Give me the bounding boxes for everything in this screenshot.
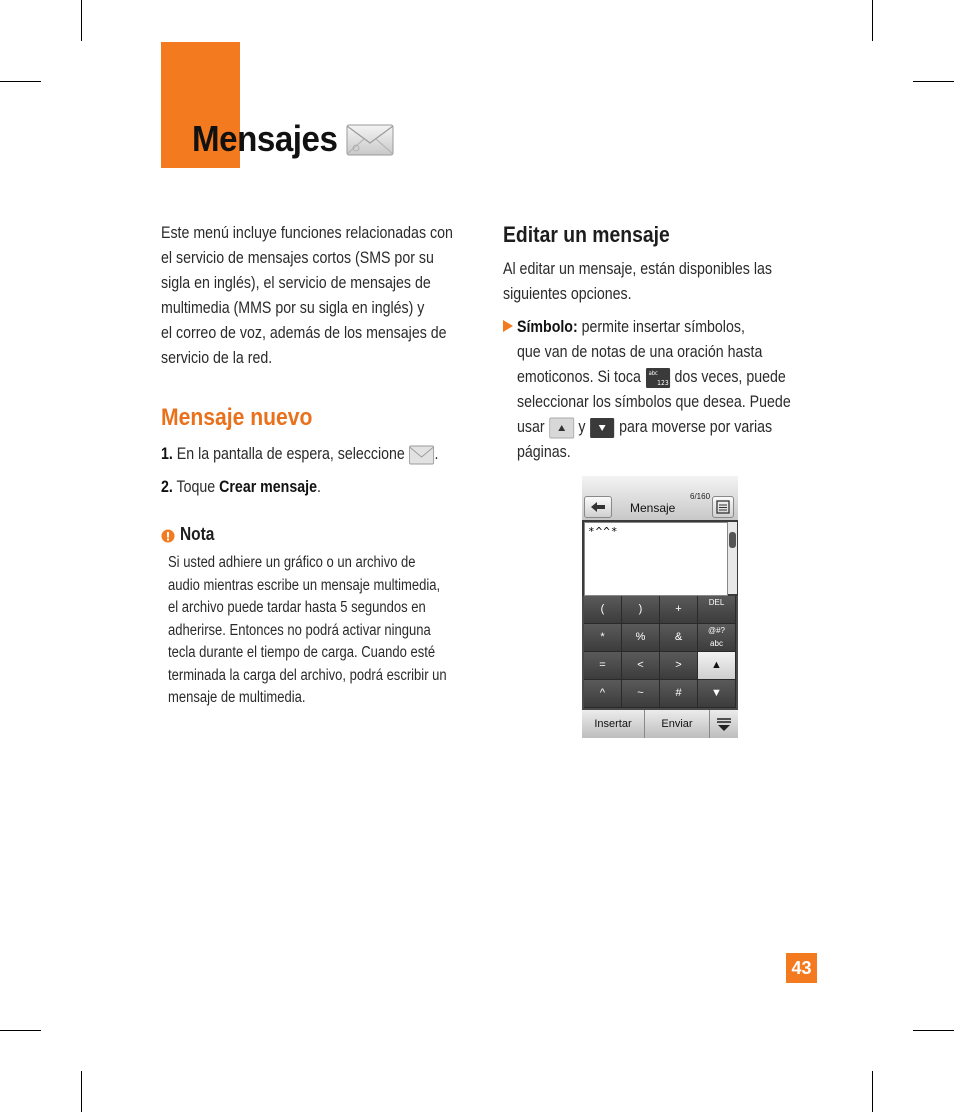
- key[interactable]: *: [584, 624, 622, 652]
- abc-icon-top: abc: [648, 370, 658, 377]
- key[interactable]: +: [660, 596, 698, 624]
- crop-mark: [0, 1030, 41, 1031]
- option-name: Símbolo:: [517, 318, 578, 336]
- key[interactable]: (: [584, 596, 622, 624]
- phone-screenshot: [582, 476, 738, 738]
- menu-down-icon: [710, 710, 738, 738]
- crop-mark: [81, 1071, 82, 1112]
- text-span: para moverse por varias: [619, 418, 773, 436]
- editar-intro: [503, 257, 813, 307]
- up-arrow-icon: [549, 417, 575, 439]
- text-line: el correo de voz, además de los mensajes de: [161, 324, 447, 342]
- menu-option-name: Crear mensaje: [219, 478, 317, 496]
- char-counter: 6/160: [690, 492, 711, 501]
- list-icon: [713, 497, 733, 517]
- step-number: 2.: [161, 478, 173, 496]
- step-number: 1.: [161, 445, 173, 463]
- symbol-keypad: [582, 596, 738, 710]
- nota-warning-icon: [161, 529, 175, 543]
- key[interactable]: #: [660, 680, 698, 708]
- step-2: [161, 475, 488, 500]
- more-softkey[interactable]: [710, 710, 738, 738]
- key[interactable]: <: [622, 652, 660, 680]
- intro-paragraph: [161, 221, 471, 371]
- text-line: que van de notas de una oración hasta: [517, 343, 763, 361]
- text-span: permite insertar símbolos,: [581, 318, 745, 336]
- triangle-bullet-icon: [503, 320, 513, 332]
- options-button[interactable]: [712, 496, 734, 518]
- text-line: terminada la carga del archivo, podrá escribir un: [168, 666, 447, 684]
- step-text: En la pantalla de espera, seleccione: [176, 445, 405, 463]
- text-line: Al editar un mensaje, están disponibles las: [503, 260, 772, 278]
- text-line: Si usted adhiere un gráfico o un archivo de: [168, 554, 416, 571]
- step-1: [161, 442, 488, 467]
- key[interactable]: %: [622, 624, 660, 652]
- text-span: y: [578, 418, 586, 436]
- text-line: mensaje de multimedia.: [168, 689, 306, 706]
- page-down-key[interactable]: ▼: [698, 680, 736, 708]
- text-line: sigla en inglés), el servicio de mensajes de: [161, 274, 431, 292]
- key[interactable]: &: [660, 624, 698, 652]
- note-heading: Nota: [180, 524, 215, 544]
- text-line: [517, 365, 827, 390]
- down-arrow-icon: [589, 417, 615, 439]
- crop-mark: [872, 1071, 873, 1112]
- text-line: Este menú incluye funciones relacionadas con: [161, 224, 453, 242]
- delete-key[interactable]: DEL: [698, 596, 736, 624]
- text-line: adherirse. Entonces no podrá activar ninguna: [168, 621, 431, 639]
- insert-softkey[interactable]: Insertar: [582, 710, 645, 738]
- page-up-key[interactable]: ▲: [698, 652, 736, 680]
- text-line: multimedia (MMS por su sigla en inglés) y: [161, 299, 425, 317]
- phone-header: [582, 476, 738, 520]
- scrollbar[interactable]: [728, 522, 737, 594]
- text-line: servicio de la red.: [161, 349, 273, 367]
- envelope-icon: [409, 445, 435, 465]
- text-line: páginas.: [517, 443, 571, 461]
- section-heading-mensaje-nuevo: Mensaje nuevo: [161, 404, 313, 431]
- punct: .: [434, 445, 439, 463]
- punct: .: [316, 478, 321, 496]
- key[interactable]: ^: [584, 680, 622, 708]
- note-body: [168, 552, 487, 710]
- message-text: *^^*: [588, 525, 619, 538]
- abc-icon-bottom: 123: [656, 378, 669, 387]
- back-button[interactable]: [584, 496, 612, 518]
- text-span: dos veces, puede: [674, 368, 786, 386]
- key[interactable]: =: [584, 652, 622, 680]
- crop-mark: [81, 0, 82, 41]
- abc-123-icon: [645, 367, 671, 389]
- crop-mark: [913, 1030, 954, 1031]
- text-line: siguientes opciones.: [503, 285, 632, 303]
- text-line: [517, 315, 827, 340]
- text-span: usar: [517, 418, 545, 436]
- section-heading-editar: Editar un mensaje: [503, 222, 670, 247]
- text-line: seleccionar los símbolos que desea. Puede: [517, 393, 791, 411]
- text-line: el archivo puede tardar hasta 5 segundos en: [168, 599, 426, 616]
- key[interactable]: >: [660, 652, 698, 680]
- text-line: el servicio de mensajes cortos (SMS por su: [161, 249, 434, 267]
- send-softkey[interactable]: Enviar: [645, 710, 710, 738]
- simbolo-bullet: [517, 315, 827, 465]
- crop-mark: [0, 81, 41, 82]
- crop-mark: [872, 0, 873, 41]
- mode-key[interactable]: @#? abc: [698, 624, 736, 652]
- text-line: [517, 415, 827, 440]
- text-span: emoticonos. Si toca: [517, 368, 641, 386]
- step-text: Toque: [176, 478, 216, 496]
- page-number: 43: [786, 953, 817, 983]
- softkey-bar: [582, 710, 738, 738]
- page-title: Mensajes: [192, 118, 338, 159]
- phone-title: Mensaje: [630, 501, 676, 515]
- envelope-icon: [346, 124, 394, 156]
- key[interactable]: ~: [622, 680, 660, 708]
- text-line: tecla durante el tiempo de carga. Cuando esté: [168, 644, 436, 661]
- crop-mark: [913, 81, 954, 82]
- key[interactable]: ): [622, 596, 660, 624]
- text-line: audio mientras escribe un mensaje multimedia,: [168, 576, 441, 594]
- back-arrow-icon: [585, 497, 611, 517]
